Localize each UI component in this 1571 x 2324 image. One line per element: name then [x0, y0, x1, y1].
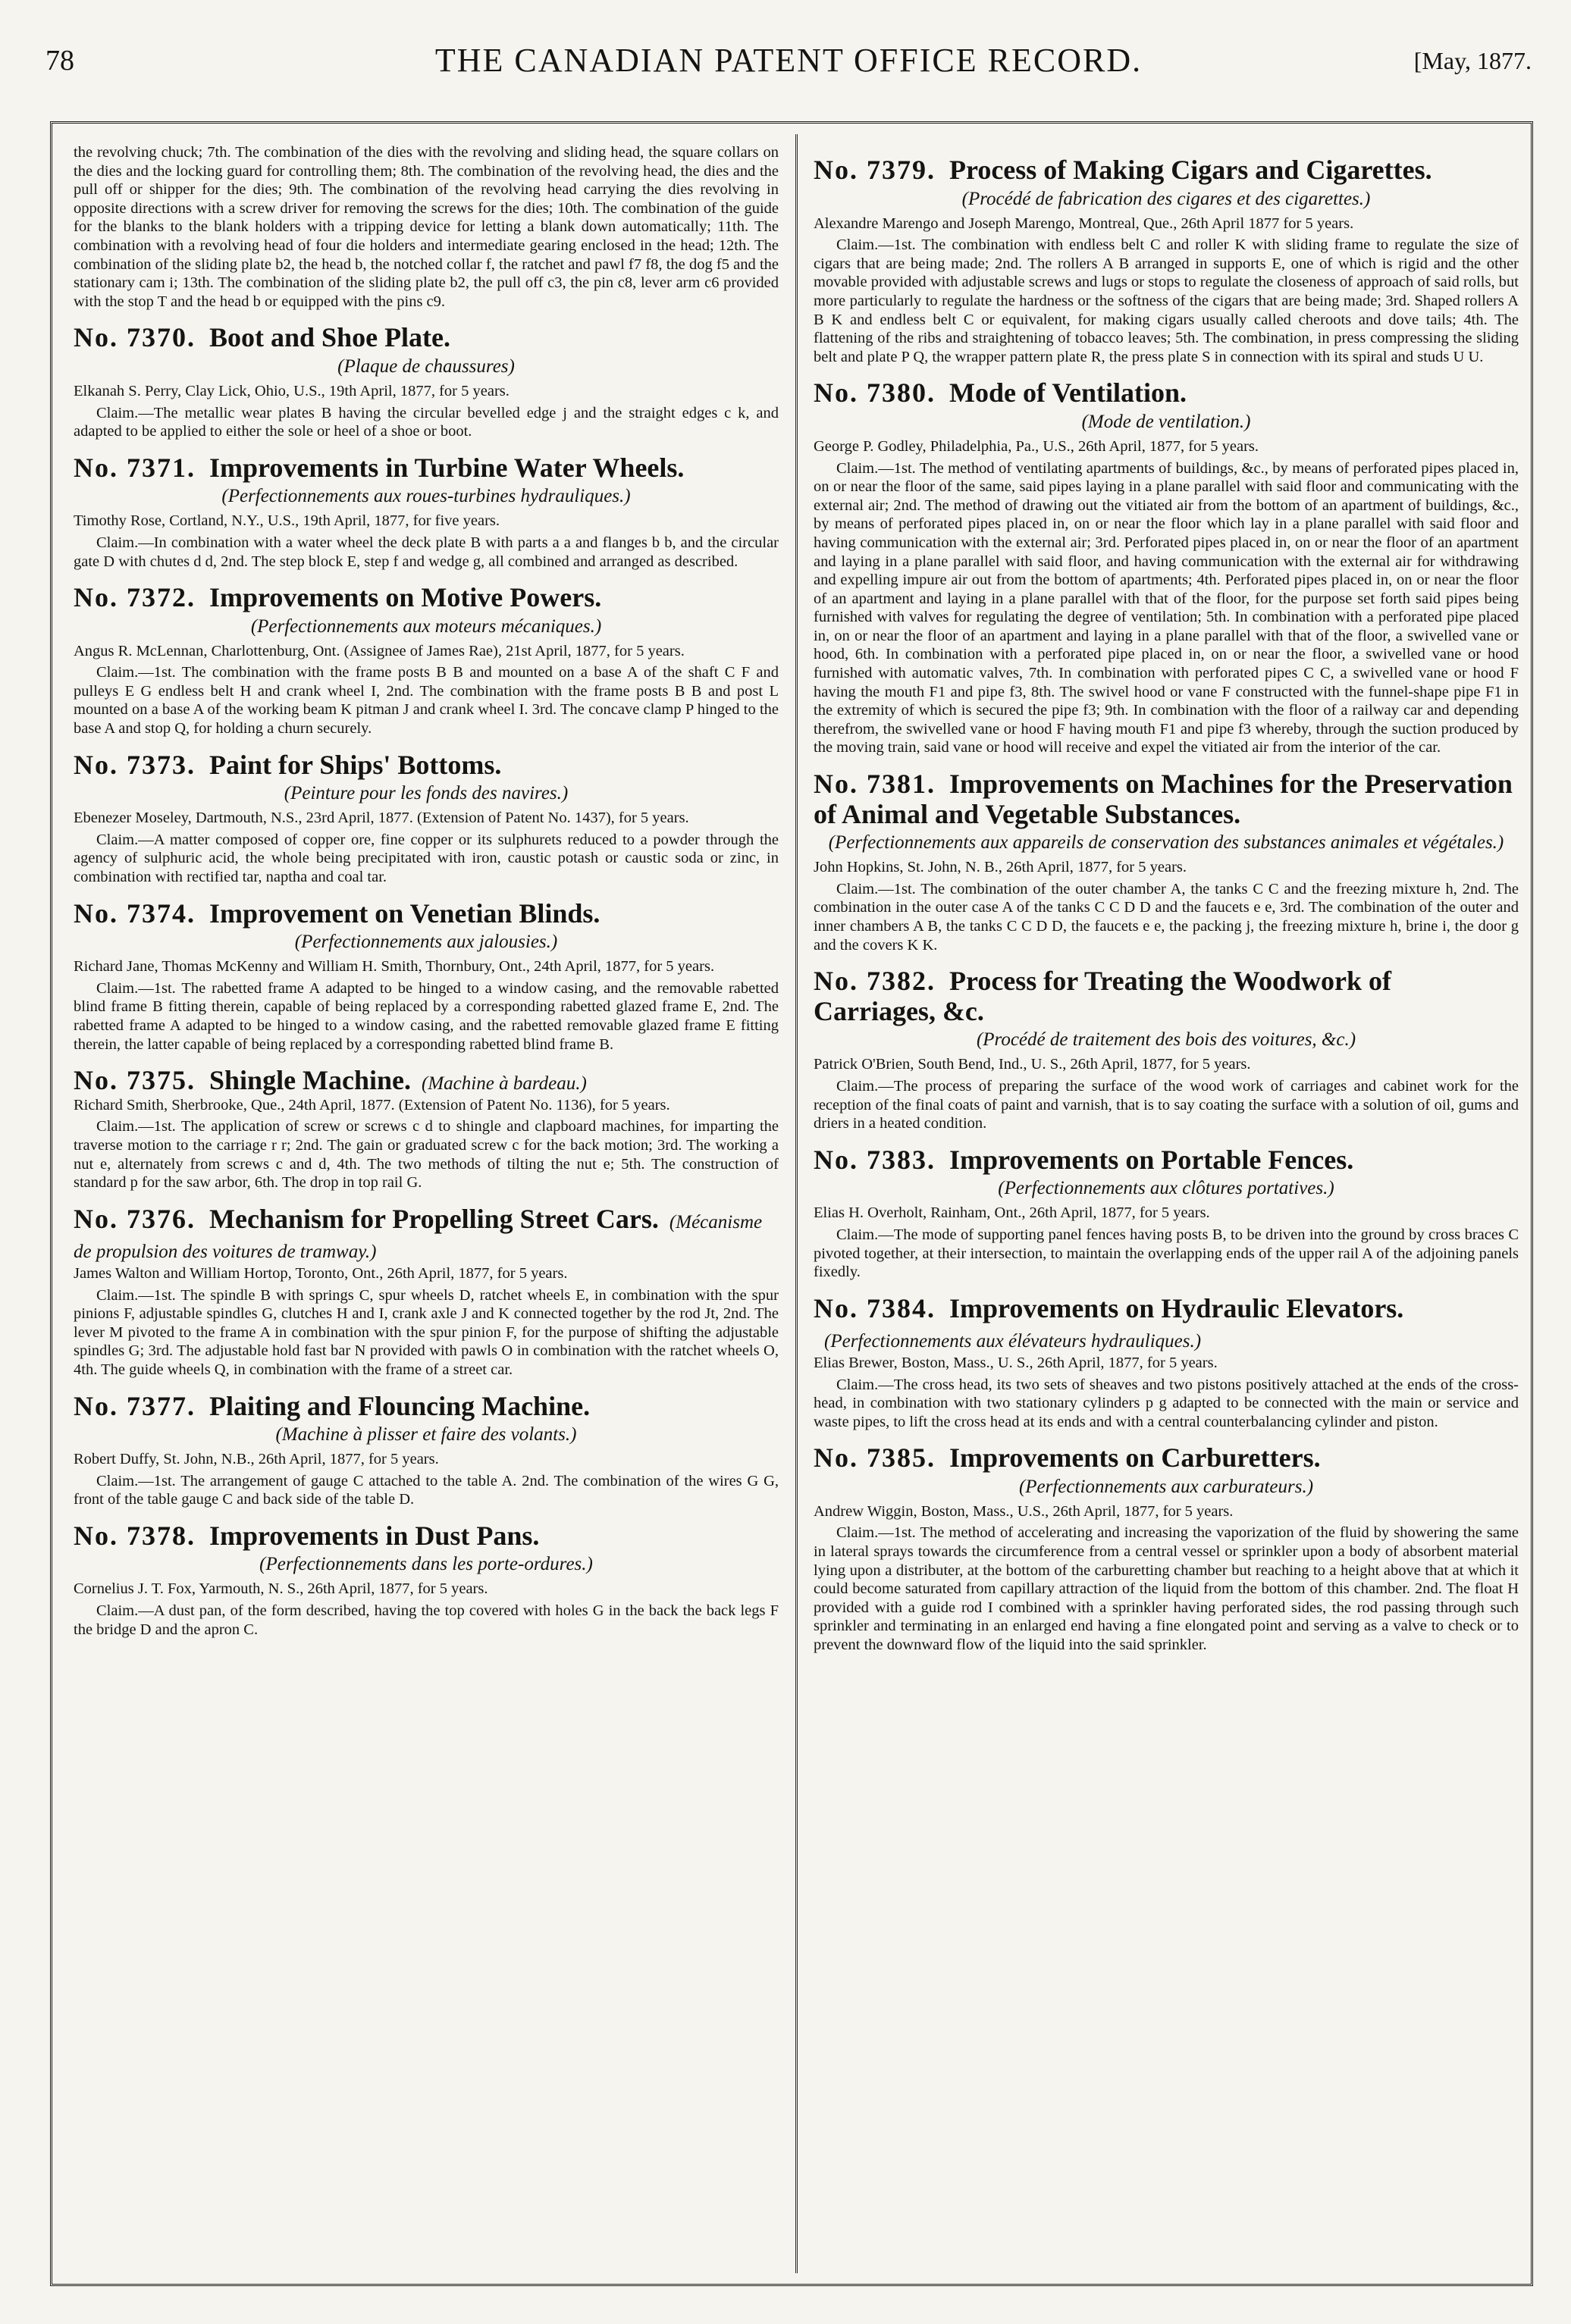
patent-title: Improvements on Motive Powers. [209, 582, 602, 613]
patent-number: No. 7375. [74, 1065, 196, 1096]
patentee-line: John Hopkins, St. John, N. B., 26th April, 1877, for 5 years. [814, 859, 1187, 876]
patent-title: Mechanism for Propelling Street Cars. [209, 1203, 659, 1234]
patent-title: Improvements in Dust Pans. [209, 1520, 540, 1551]
running-title: THE CANADIAN PATENT OFFICE RECORD. [434, 42, 1143, 79]
patentee-line: Richard Smith, Sherbrooke, Que., 24th April, 1877. (Extension of Patent No. 1136), for 5 years. [74, 1096, 670, 1113]
patentee-line: James Walton and William Hortop, Toronto, Ont., 26th April, 1877, for 5 years. [74, 1264, 568, 1282]
french-title: (Perfectionnements aux roues-turbines hydrauliques.) [221, 486, 631, 507]
patent-title: Improvements on Portable Fences. [949, 1144, 1354, 1175]
patent-number: No. 7381. [814, 769, 936, 800]
french-title: (Perfectionnements aux élévateurs hydrauliques.) [824, 1331, 1202, 1352]
claim-text: Claim.—1st. The method of ventilating apartments of buildings, &c., by means of perforated pipes placed in, on or near the floor of the same, said pipes laying in a plane parallel with said floor and communicating with the external air; 2nd. The method of drawing out the vitiated air from the bottom of an apartment of buildings, &c., by means of perforated pipes placed in, on or near the floor which lay in a plane parallel with said floor and having communication with the external air; 3rd. Perforated pipes placed in, on or near the floor of an apartment and laying in a plane parallel with said floor, and having communication with the external air for withdrawing and expelling impure air out from the bottom of apartments; 4th. Perforated pipes placed in, on or near the floor of an apartment and laying in a plane parallel with that of the floor, for the purpose set forth said pipes being furnished with valves for regulating the degree of ventilation; 5th. In combination with a perforated pipe placed in, on or near the floor of an apartment and laying in a plane parallel with that of the floor, a swivelled vane or hood, 6th. In combination with a perforated pipe placed in, on or near the floor, a swivelled vane or hood furnished with automatic valves, 7th. In combination with perforated pipes C C, a swivelled vane or hood F having the mouth F1 and pipe f3, 8th. The swivel hood or vane F constructed with the funnel-shape pipe F1 in the extremity of which is secured the pipe f3; 9th. In combination with the floor of a railway car and depending therefrom, the swivelled vane or hood F having mouth F1 and pipe f3 whereby, through the suction produced by the moving train, said vane or hood will receive and expel the vitiated air from the interior of the car. [814, 459, 1519, 756]
patent-title: Paint for Ships' Bottoms. [209, 749, 502, 780]
patentee-line: Elias H. Overholt, Rainham, Ont., 26th April, 1877, for 5 years. [814, 1204, 1210, 1222]
patentee-line: Alexandre Marengo and Joseph Marengo, Montreal, Que., 26th April 1877 for 5 years. [814, 215, 1354, 232]
patent-entry [814, 1145, 1519, 1282]
french-title: (Peinture pour les fonds des navires.) [284, 783, 569, 804]
patent-entry [74, 1521, 779, 1639]
patentee-line: Robert Duffy, St. John, N.B., 26th April, 1877, for 5 years. [74, 1451, 439, 1468]
patent-heading [74, 1066, 779, 1096]
french-title: (Procédé de traitement des bois des voitures, &c.) [976, 1029, 1356, 1051]
french-title: (Perfectionnements aux carburateurs.) [1018, 1476, 1314, 1497]
claim-text: Claim.—The process of preparing the surface of the wood work of carriages and cabinet work for the reception of the final coats of paint and varnish, that is to say coating the surface with a solution of oil, gums and driers in a heated condition. [814, 1077, 1519, 1132]
right-column [814, 143, 1519, 2269]
patent-number: No. 7372. [74, 582, 196, 613]
patent-number: No. 7373. [74, 749, 196, 780]
french-title: (Mécanisme de propulsion des voitures de tramway.) [74, 1211, 763, 1263]
patentee-line: Andrew Wiggin, Boston, Mass., U.S., 26th April, 1877, for 5 years. [814, 1502, 1234, 1520]
patent-number: No. 7383. [814, 1144, 936, 1175]
patent-heading [814, 1294, 1519, 1354]
patent-heading [74, 1521, 779, 1552]
french-title: (Perfectionnements dans les porte-ordures.) [259, 1554, 593, 1575]
patent-entry [814, 966, 1519, 1133]
patentee-line: George P. Godley, Philadelphia, Pa., U.S., 26th April, 1877, for 5 years. [814, 437, 1259, 455]
patentee-line: Patrick O'Brien, South Bend, Ind., U. S., 26th April, 1877, for 5 years. [814, 1056, 1251, 1073]
claim-text: Claim.—The mode of supporting panel fences having posts B, to be driven into the ground by cross braces C pivoted together, at their intersection, to maintain the overlapping ends of the upper rail A of the adjoining panels fixedly. [814, 1226, 1519, 1281]
french-title: (Perfectionnements aux jalousies.) [294, 932, 558, 953]
patent-number: No. 7371. [74, 452, 196, 483]
patent-number: No. 7376. [74, 1203, 196, 1234]
french-title: (Perfectionnements aux clôtures portatives.) [998, 1178, 1334, 1199]
patent-number: No. 7377. [74, 1390, 196, 1421]
left-column [74, 143, 779, 2269]
patent-heading [814, 769, 1519, 829]
french-title: (Procédé de fabrication des cigares et des cigarettes.) [961, 188, 1371, 209]
claim-text: Claim.—The metallic wear plates B having the circular bevelled edge j and the straight edges c k, and adapted to be applied to either the sole or heel of a shoe or boot. [74, 404, 779, 440]
patent-number: No. 7378. [74, 1520, 196, 1551]
claim-text: Claim.—A dust pan, of the form described, having the top covered with holes G in the back the back legs F the bridge D and the apron C. [74, 1602, 779, 1638]
patentee-line: Elkanah S. Perry, Clay Lick, Ohio, U.S., 19th April, 1877, for 5 years. [74, 382, 510, 399]
patent-entry [74, 323, 779, 440]
patent-entry [74, 453, 779, 571]
patent-heading [74, 1204, 779, 1264]
left-entries [74, 323, 779, 1639]
patent-entry [814, 378, 1519, 757]
patent-entry [74, 1392, 779, 1509]
claim-text: Claim.—1st. The arrangement of gauge C attached to the table A. 2nd. The combination of the wires G G, front of the table gauge C and back side of the table D. [74, 1472, 779, 1508]
patent-title: Improvements on Carburetters. [949, 1442, 1321, 1474]
claim-text: Claim.—In combination with a water wheel the deck plate B with parts a a and flanges b b, and the circular gate D with chutes d d, 2nd. The step block E, step f and wedge g, all combined and arranged as described. [74, 534, 779, 570]
issue-date: [May, 1877. [1413, 47, 1532, 74]
patent-heading [74, 583, 779, 613]
french-title: (Plaque de chaussures) [337, 355, 515, 377]
claim-text: Claim.—1st. The method of accelerating and increasing the vaporization of the fluid by showering the same in lateral sprays towards the circumference from a central vessel or sprinkler upon a body of absorbent material lying upon a distributer, at the bottom of the carburetting chamber but reaching to a height above that at which it could become saturated from capillary attraction of the liquid from the bottom of this chamber. 2nd. The float H provided with a guide rod I combined with a sprinkler having perforated sides, the rod passing through such sprinkler and terminating in an enlarged end having a fine elongated point and serving as a valve to check or to prevent the downward flow of the liquid into the said sprinkler. [814, 1524, 1519, 1654]
patent-entry [74, 583, 779, 738]
patent-title: Mode of Ventilation. [949, 377, 1187, 409]
patent-title: Plaiting and Flouncing Machine. [209, 1390, 591, 1421]
patent-title: Process of Making Cigars and Cigarettes. [949, 155, 1432, 185]
patent-number: No. 7370. [74, 322, 196, 353]
patent-title: Improvements in Turbine Water Wheels. [209, 452, 685, 483]
patent-title: Improvements on Hydraulic Elevators. [949, 1292, 1404, 1323]
patent-title: Improvement on Venetian Blinds. [209, 897, 600, 929]
page-number: 78 [45, 45, 74, 77]
patent-entry [814, 1294, 1519, 1432]
claim-text: Claim.—1st. The application of screw or screws c d to shingle and clapboard machines, for imparting the traverse motion to the carriage r r; 2nd. The gain or graduated screw c for the back motion; 3rd. The working a nut e, alternately from screws c and d, 4th. The two methods of tilting the nut e; 5th. The construction of standard p for the saw arbor, 6th. The drop in top rail G. [74, 1118, 779, 1192]
french-title: (Machine à bardeau.) [422, 1073, 587, 1095]
french-title: (Mode de ventilation.) [1081, 411, 1251, 432]
claim-text: Claim.—1st. The combination with the frame posts B B and mounted on a base A of the shaft C F and pulleys E G endless belt H and crank wheel I, 2nd. The combination with the frame posts B B and post L mounted on a base A of the working beam K pitman J and crank wheel I. 3rd. The concave clamp P hinged to the base A and stop Q, for holding a churn securely. [74, 664, 779, 738]
patent-number: No. 7382. [814, 966, 936, 997]
right-entries [814, 155, 1519, 1655]
patent-title: Improvements on Machines for the Preservation of Animal and Vegetable Substances. [814, 769, 1513, 829]
patent-heading [814, 1145, 1519, 1176]
french-title: (Perfectionnements aux appareils de conservation des substances animales et végétales.) [828, 832, 1504, 853]
patent-title: Boot and Shoe Plate. [209, 322, 451, 353]
patent-title: Shingle Machine. [209, 1065, 412, 1096]
patent-number: No. 7379. [814, 155, 936, 185]
patent-entry [74, 1204, 779, 1380]
page-frame [50, 121, 1533, 2286]
patent-number: No. 7384. [814, 1292, 936, 1323]
patent-entry [74, 899, 779, 1054]
patent-entry [814, 1443, 1519, 1654]
patent-heading [814, 1443, 1519, 1474]
claim-text: Claim.—1st. The spindle B with springs C, spur wheels D, ratchet wheels E, in combination with the spur pinions F, adjustable spindles G, clutches H and I, crank axle J and K connected together by the rod Jt, 2nd. The lever M pivoted to the frame A in combination with the spur pinion F, for the purpose of shifting the adjustable spindles G; 3rd. The adjustable hold fast bar N provided with pawls O in combination with the ratchet wheels O, 4th. The guide wheels Q, in combination with the frame of a street car. [74, 1286, 779, 1378]
patent-entry [814, 769, 1519, 954]
claim-text: Claim.—1st. The rabetted frame A adapted to be hinged to a window casing, and the removable rabetted blind frame B fitting therein, capable of being replaced by a corresponding rabetted glazed frame E, 2nd. The rabetted frame A adapted to be hinged to a window casing, and the rabetted removable glazed frame E fitting therein, the latter capable of being replaced by a corresponding rabetted blind frame B. [74, 979, 779, 1053]
patentee-line: Elias Brewer, Boston, Mass., U. S., 26th April, 1877, for 5 years. [814, 1354, 1218, 1371]
patent-heading [814, 966, 1519, 1026]
french-title: (Machine à plisser et faire des volants.) [275, 1424, 577, 1445]
claim-text: Claim.—The cross head, its two sets of sheaves and two pistons positively attached at the ends of the cross-head, in combination with two stationary cylinders p g adapted to be connected with the main or service and waste pipes, to lift the cross head at its ends and with a central counterbalancing cylinder and piston. [814, 1376, 1519, 1430]
patent-heading [74, 750, 779, 781]
claim-text: Claim.—A matter composed of copper ore, fine copper or its sulphurets reduced to a powder through the agency of sulphuric acid, the whole being precipitated with iron, caustic potash or caustic soda or zinc, in combination with rectified tar, naptha and coal tar. [74, 831, 779, 886]
patent-entry [74, 1066, 779, 1192]
patent-heading [814, 155, 1519, 186]
patent-heading [74, 323, 779, 353]
patentee-line: Timothy Rose, Cortland, N.Y., U.S., 19th April, 1877, for five years. [74, 512, 500, 530]
patent-entry [814, 155, 1519, 366]
patent-title: Process for Treating the Woodwork of Carriages, &c. [814, 966, 1391, 1026]
patentee-line: Richard Jane, Thomas McKenny and William H. Smith, Thornbury, Ont., 24th April, 1877, for 5 years. [74, 958, 715, 976]
patent-entry [74, 750, 779, 887]
claim-text: Claim.—1st. The combination with endless belt C and roller K with sliding frame to regulate the size of cigars that are being made; 2nd. The rollers A B arranged in supports E, one of which is rigid and the other movable provided with adjustable screws and lugs or stops to regulate the closeness of approach of said rolls, but more particularly to regulate the hardness or the softness of the cigars that are being made; 3rd. Shaped rollers A B K and endless belt C or equivalent, for making cigars usually called cheroots and dove tails; 4th. The flattening of the ribs and straightening of tobacco leaves; 5th. The combination, in press compressing the sliding belt and plate P Q, the wrapper pattern plate R, the press plate S in connection with its spiral and studs U U. [814, 236, 1519, 365]
patent-heading [74, 453, 779, 484]
column-divider [795, 134, 798, 2273]
patent-number: No. 7385. [814, 1442, 936, 1474]
patentee-line: Cornelius J. T. Fox, Yarmouth, N. S., 26th April, 1877, for 5 years. [74, 1580, 488, 1598]
claim-text: Claim.—1st. The combination of the outer chamber A, the tanks C C and the freezing mixture h, 2nd. The combination in the outer case A of the tanks C C D D and the faucets e e, 3rd. The combination of the outer and inner chambers A B, the tanks C C D D, the faucets e e, the packing j, the freezing mixture h, brine i, the door g and the covers K K. [814, 880, 1519, 954]
patentee-line: Angus R. McLennan, Charlottenburg, Ont. (Assignee of James Rae), 21st April, 1877, for 5 years. [74, 642, 685, 659]
french-title: (Perfectionnements aux moteurs mécaniques.) [250, 615, 602, 637]
continuation-text: the revolving chuck; 7th. The combination of the dies with the revolving and sliding head, the square collars on the dies and the locking guard for controlling them; 8th. The combination of the revolving head, the dies and the pull off or shipper for the dies; 9th. The combination of the revolving head carrying the dies revolving in opposite directions with a screw driver for removing the screws for the dies; 10th. The combination of the guide for the blanks to the blank holders with a tripping device for letting a blank down automatically; 11th. The combination with a revolving head of four die holders and intermediate gearing enclosed in the head; 12th. The combination of the sliding plate b2, the head b, the notched collar f, the ratchet and pawl f7 f8, the dog f5 and the stationary cam i; 13th. The combination of the sliding plate b2, the pull off c3, the pin c8, lever arm c6 provided with the stop T and the head b or equipped with the pins c9. [74, 144, 779, 310]
patent-number: No. 7374. [74, 897, 196, 929]
patent-heading [814, 378, 1519, 409]
patent-heading [74, 899, 779, 929]
page-header [45, 30, 1532, 83]
patentee-line: Ebenezer Moseley, Dartmouth, N.S., 23rd April, 1877. (Extension of Patent No. 1437), for 5 years. [74, 810, 689, 827]
patent-number: No. 7380. [814, 377, 936, 409]
patent-heading [74, 1392, 779, 1422]
